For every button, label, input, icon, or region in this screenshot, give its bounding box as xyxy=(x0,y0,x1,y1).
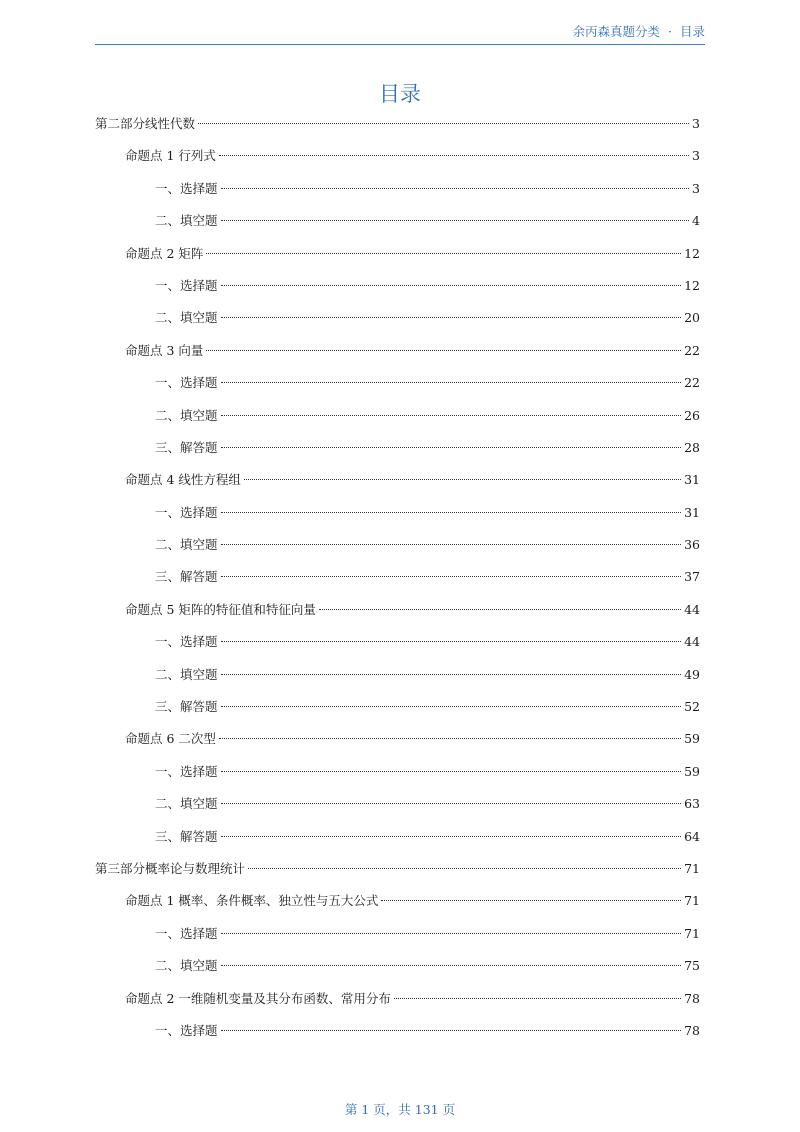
toc-entry[interactable] xyxy=(95,205,700,237)
toc-entry[interactable] xyxy=(95,918,700,950)
toc-entry-page-number: 52 xyxy=(684,699,700,715)
toc-entry[interactable] xyxy=(95,950,700,982)
toc-entry[interactable] xyxy=(95,367,700,399)
toc-entry-label: 命题点 4 线性方程组 xyxy=(125,472,241,488)
toc-entry[interactable] xyxy=(95,983,700,1015)
toc-entry[interactable] xyxy=(95,723,700,755)
toc-entry-page-number: 31 xyxy=(684,504,700,520)
toc-entry-page-number: 26 xyxy=(684,407,700,423)
toc-entry[interactable] xyxy=(95,432,700,464)
toc-entry-label: 命题点 3 向量 xyxy=(125,342,204,358)
toc-entry-label: 二、填空题 xyxy=(155,213,218,229)
toc-entry-label: 命题点 2 矩阵 xyxy=(125,245,204,261)
dot-leader xyxy=(221,964,682,966)
toc-entry[interactable] xyxy=(95,464,700,496)
toc-entry-label: 三、解答题 xyxy=(155,828,218,844)
toc-entry-label: 二、填空题 xyxy=(155,666,218,682)
toc-entry-label: 一、选择题 xyxy=(155,763,218,779)
dot-leader xyxy=(221,284,682,286)
header-separator: · xyxy=(668,24,672,39)
toc-entry-label: 二、填空题 xyxy=(155,407,218,423)
toc-entry-page-number: 20 xyxy=(684,310,700,326)
toc-entry[interactable] xyxy=(95,561,700,593)
dot-leader xyxy=(221,414,682,416)
toc-entry[interactable] xyxy=(95,594,700,626)
dot-leader xyxy=(221,802,682,804)
dot-leader xyxy=(221,640,682,642)
toc-entry[interactable] xyxy=(95,400,700,432)
header-book-title: 余丙森真题分类 xyxy=(572,24,660,39)
toc-entry[interactable] xyxy=(95,691,700,723)
dot-leader xyxy=(221,673,682,675)
toc-entry[interactable] xyxy=(95,853,700,885)
toc-entry-label: 第三部分概率论与数理统计 xyxy=(95,860,246,876)
toc-entry[interactable] xyxy=(95,659,700,691)
dot-leader xyxy=(221,705,682,707)
dot-leader xyxy=(244,478,681,480)
toc-entry-page-number: 4 xyxy=(692,213,700,229)
toc-entry[interactable] xyxy=(95,270,700,302)
toc-entry-label: 一、选择题 xyxy=(155,1022,218,1038)
header-section: 目录 xyxy=(679,24,705,39)
toc-entry-page-number: 36 xyxy=(684,537,700,553)
dot-leader xyxy=(394,997,681,999)
toc-entry-label: 一、选择题 xyxy=(155,634,218,650)
dot-leader xyxy=(221,511,682,513)
dot-leader xyxy=(221,543,682,545)
toc-entry-label: 二、填空题 xyxy=(155,310,218,326)
dot-leader xyxy=(221,575,682,577)
toc-entry-label: 一、选择题 xyxy=(155,277,218,293)
dot-leader xyxy=(219,737,681,739)
toc-entry[interactable] xyxy=(95,1015,700,1047)
dot-leader xyxy=(221,219,690,221)
toc-entry-page-number: 12 xyxy=(684,277,700,293)
toc-entry-page-number: 31 xyxy=(684,472,700,488)
toc-entry-label: 二、填空题 xyxy=(155,796,218,812)
dot-leader xyxy=(219,154,689,156)
toc-entry-page-number: 78 xyxy=(684,990,700,1006)
toc-entry-page-number: 3 xyxy=(692,180,700,196)
dot-leader xyxy=(198,122,689,124)
dot-leader xyxy=(206,252,681,254)
page-footer: 第 1 页，共 131 页 xyxy=(344,1102,456,1117)
dot-leader xyxy=(221,770,682,772)
toc-entry[interactable] xyxy=(95,335,700,367)
toc-entry-page-number: 22 xyxy=(684,375,700,391)
toc-entry[interactable] xyxy=(95,108,700,140)
toc-entry[interactable] xyxy=(95,140,700,172)
toc-entry[interactable] xyxy=(95,885,700,917)
table-of-contents xyxy=(95,108,700,1047)
toc-entry-page-number: 64 xyxy=(684,828,700,844)
toc-entry[interactable] xyxy=(95,529,700,561)
toc-entry-label: 命题点 6 二次型 xyxy=(125,731,216,747)
toc-entry[interactable] xyxy=(95,173,700,205)
toc-entry-label: 一、选择题 xyxy=(155,504,218,520)
toc-entry-page-number: 3 xyxy=(692,116,700,131)
toc-entry[interactable] xyxy=(95,302,700,334)
toc-entry-page-number: 59 xyxy=(684,731,700,747)
toc-entry-label: 三、解答题 xyxy=(155,699,218,715)
dot-leader xyxy=(221,835,682,837)
toc-entry-label: 一、选择题 xyxy=(155,925,218,941)
toc-entry-label: 命题点 5 矩阵的特征值和特征向量 xyxy=(125,601,316,617)
toc-entry-label: 一、选择题 xyxy=(155,180,218,196)
toc-entry[interactable] xyxy=(95,238,700,270)
toc-entry-label: 第二部分线性代数 xyxy=(95,116,196,131)
toc-entry-page-number: 37 xyxy=(684,569,700,585)
toc-entry[interactable] xyxy=(95,756,700,788)
toc-entry-page-number: 44 xyxy=(684,601,700,617)
toc-entry[interactable] xyxy=(95,626,700,658)
toc-entry-label: 命题点 1 概率、条件概率、独立性与五大公式 xyxy=(125,893,379,909)
toc-entry-page-number: 44 xyxy=(684,634,700,650)
toc-entry-page-number: 71 xyxy=(684,860,700,876)
toc-entry-label: 三、解答题 xyxy=(155,439,218,455)
toc-entry[interactable] xyxy=(95,788,700,820)
toc-entry-page-number: 28 xyxy=(684,439,700,455)
toc-entry-page-number: 78 xyxy=(684,1022,700,1038)
toc-entry-label: 二、填空题 xyxy=(155,958,218,974)
page-header xyxy=(95,20,705,45)
dot-leader xyxy=(221,187,690,189)
toc-entry-label: 命题点 2 一维随机变量及其分布函数、常用分布 xyxy=(125,990,391,1006)
dot-leader xyxy=(319,608,681,610)
toc-entry[interactable] xyxy=(95,497,700,529)
toc-entry-page-number: 63 xyxy=(684,796,700,812)
toc-entry-page-number: 3 xyxy=(692,148,700,164)
toc-entry-page-number: 22 xyxy=(684,342,700,358)
toc-entry-label: 三、解答题 xyxy=(155,569,218,585)
toc-entry-page-number: 75 xyxy=(684,958,700,974)
toc-entry-page-number: 71 xyxy=(684,925,700,941)
dot-leader xyxy=(221,1029,682,1031)
toc-entry-page-number: 59 xyxy=(684,763,700,779)
toc-entry-label: 一、选择题 xyxy=(155,375,218,391)
toc-entry-page-number: 49 xyxy=(684,666,700,682)
dot-leader xyxy=(221,381,682,383)
toc-entry-page-number: 12 xyxy=(684,245,700,261)
toc-entry-page-number: 71 xyxy=(684,893,700,909)
toc-entry-label: 命题点 1 行列式 xyxy=(125,148,216,164)
dot-leader xyxy=(221,446,682,448)
toc-title: 目录 xyxy=(379,82,421,106)
dot-leader xyxy=(248,867,681,869)
dot-leader xyxy=(206,349,681,351)
dot-leader xyxy=(221,932,682,934)
dot-leader xyxy=(221,316,682,318)
dot-leader xyxy=(381,899,681,901)
toc-entry[interactable] xyxy=(95,821,700,853)
toc-entry-label: 二、填空题 xyxy=(155,537,218,553)
